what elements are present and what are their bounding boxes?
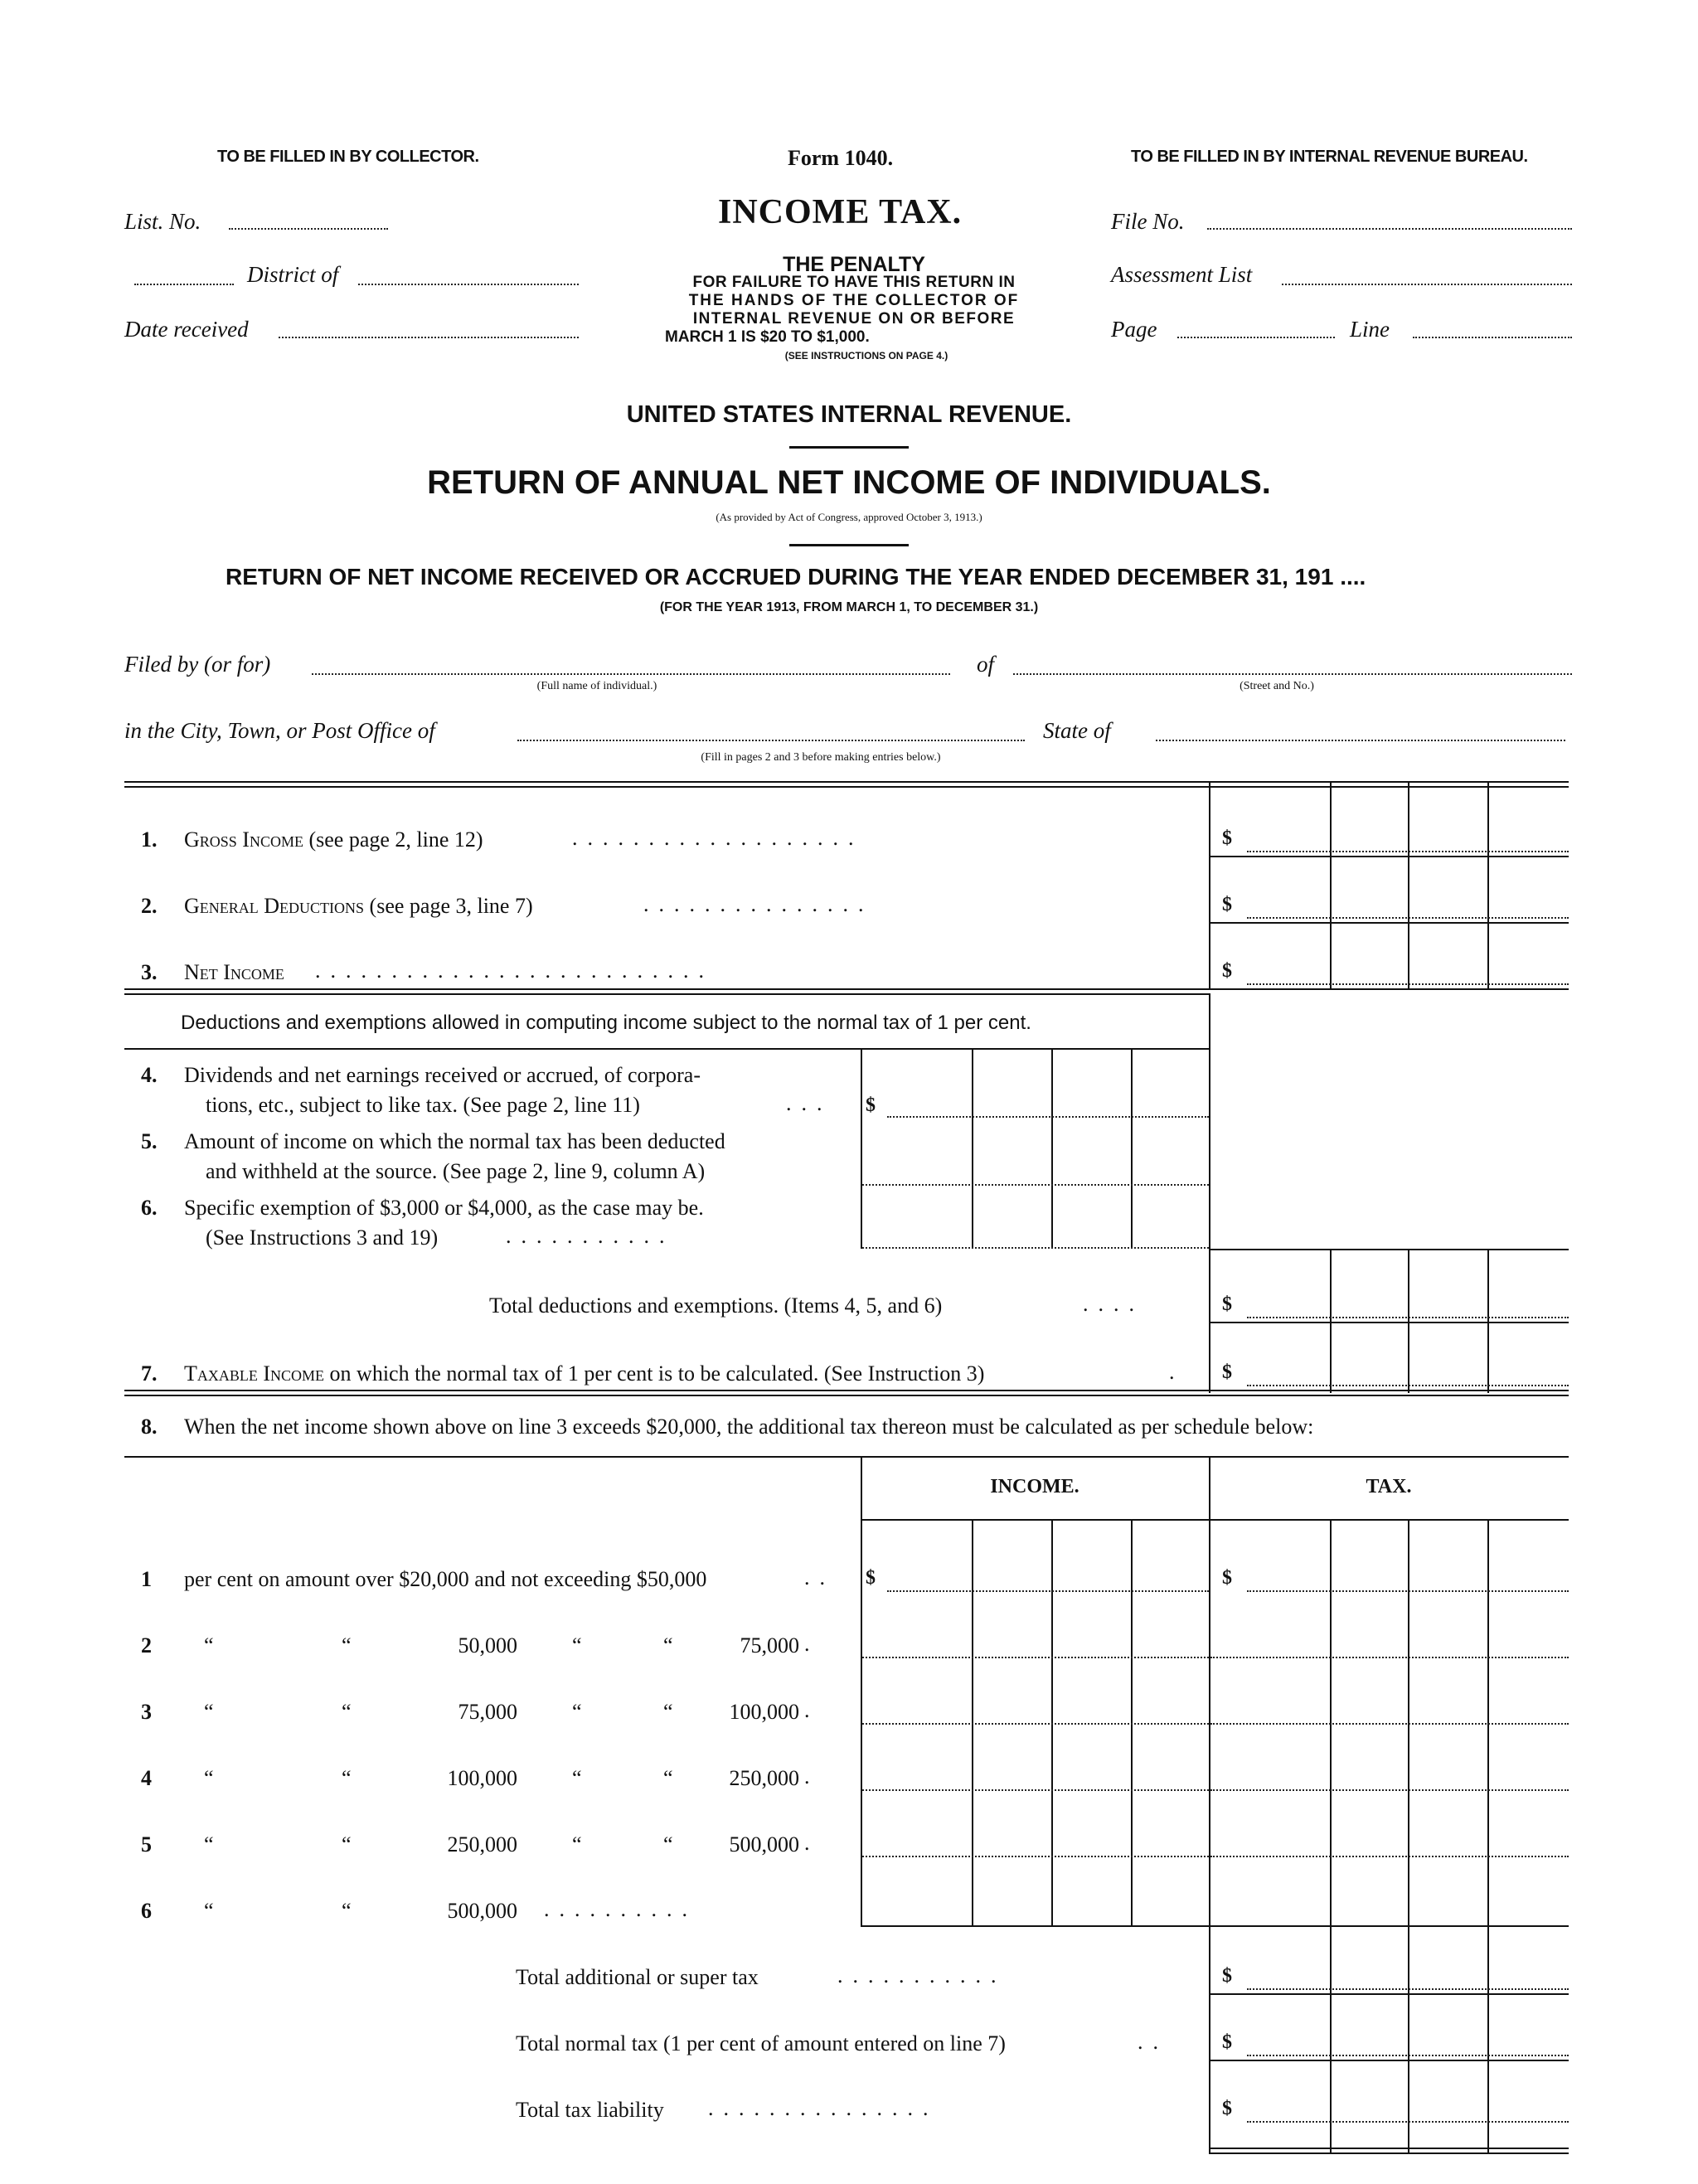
schedule-row [0,1633,1698,1667]
district-field[interactable] [358,284,579,285]
line-2-dollar: $ [1222,894,1232,915]
penalty-line-3: INTERNAL REVENUE ON OR BEFORE [692,310,1016,328]
line-5-amount[interactable] [862,1184,1209,1186]
penalty-block [647,255,1061,365]
schedule-row-1-number: 1 [141,1567,152,1591]
act-note: (As provided by Act of Congress, approved October 3, 1913.) [716,511,982,523]
ditto-mark: “ [572,1633,582,1657]
row-rule [1209,922,1569,924]
line-1-rest: (see page 2, line 12) [303,827,483,852]
total-additional-label: Total additional or super tax [516,1965,759,1989]
line-3-amount[interactable] [1247,983,1569,985]
line-5-number: 5. [141,1129,158,1153]
line-1-title: Gross Income [184,827,303,852]
grid-v [1209,1456,1210,2152]
schedule-row-1-leader: .. [804,1565,835,1589]
rule-liability-a [1209,2148,1569,2149]
grid-v [1330,1925,1332,2152]
line-5-text-a: Amount of income on which the normal tax has been deducted [184,1129,725,1153]
schedule-row-number: 4 [141,1766,152,1790]
schedule-from: 250,000 [447,1832,517,1856]
line-7-leader: . [1169,1360,1175,1384]
grid-v [1209,1048,1210,1249]
line-3-label: Net Income [184,960,284,984]
list-no-label: List. No. [124,209,201,234]
ditto-mark: “ [204,1832,214,1856]
rule-net-income-a [124,988,1569,990]
rule-top-a [124,781,1569,783]
grid-v [1209,993,1210,1048]
schedule-from: 75,000 [458,1700,517,1724]
penalty-title: THE PENALTY [783,253,925,276]
filed-by-label: Filed by (or for) [124,652,271,677]
ditto-mark: “ [204,1700,214,1724]
schedule-income[interactable] [862,1789,1209,1791]
penalty-line-2: THE HANDS OF THE COLLECTOR OF [688,292,1020,309]
schedule-tax[interactable] [1210,1657,1569,1658]
of-label: of [977,652,995,677]
date-received-label: Date received [124,317,249,342]
filed-by-field[interactable] [312,673,950,675]
schedule-row-6-number: 6 [141,1899,152,1923]
line-2-title: General Deductions [184,894,365,918]
rule-liability-b [1209,2152,1569,2154]
schedule-row-1-tax-dollar: $ [1222,1567,1232,1589]
district-prefix-field[interactable] [134,284,234,285]
line-4-leader: ... [786,1091,832,1115]
penalty-line-4: MARCH 1 IS $20 TO $1,000. [665,328,870,346]
grid-v [861,1048,862,1249]
line-field[interactable] [1413,337,1572,338]
row-rule [1209,1993,1569,1995]
total-deductions-amount[interactable] [1247,1317,1569,1318]
title-rule-1 [789,446,909,449]
ditto-mark: “ [572,1700,582,1724]
schedule-income[interactable] [862,1723,1209,1725]
grid-v [1131,1048,1133,1249]
line-6-number: 6. [141,1196,158,1220]
state-label: State of [1043,718,1111,743]
ditto-mark: “ [663,1700,673,1724]
form-number: Form 1040. [788,146,894,170]
collector-header: TO BE FILLED IN BY COLLECTOR. [217,148,479,166]
rule-line-7-b [124,1395,1569,1396]
schedule-to: 100,000 [729,1700,799,1724]
line-7-label [184,1361,984,1386]
rule-line-7-a [124,1390,1569,1391]
line-label: Line [1350,317,1390,342]
schedule-from: 50,000 [458,1633,517,1657]
schedule-row-1-income-dollar: $ [866,1567,876,1589]
assessment-list-label: Assessment List [1111,262,1253,287]
ditto-mark: “ [204,1899,214,1923]
rule-schedule-bottom [861,1925,1569,1927]
ditto-mark: “ [663,1832,673,1856]
schedule-to: 500,000 [729,1832,799,1856]
line-7-dollar: $ [1222,1361,1232,1383]
row-rule [1209,1322,1569,1323]
line-3-number: 3. [141,960,158,984]
line-4-text-b: tions, etc., subject to like tax. (See page 2, line 11) [206,1093,640,1117]
grid-v [1408,1925,1409,2152]
period-note: (FOR THE YEAR 1913, FROM MARCH 1, TO DECEMBER 31.) [659,600,1039,614]
rule-deductions [124,1048,1209,1050]
income-tax-title: INCOME TAX. [718,193,963,231]
total-deductions-dollar: $ [1222,1293,1232,1315]
income-column-header: INCOME. [990,1476,1079,1497]
rule-top-b [124,786,1569,788]
leader: . [804,1632,810,1656]
page-field[interactable] [1177,337,1335,338]
ditto-mark: “ [342,1700,352,1724]
grid-v [1209,781,1210,990]
total-normal-amount[interactable] [1247,2055,1569,2056]
line-1-label [184,827,483,852]
line-2-rest: (see page 3, line 7) [364,894,533,918]
line-6-leader: ........... [506,1224,675,1248]
total-additional-amount[interactable] [1247,1988,1569,1990]
total-liability-amount[interactable] [1247,2121,1569,2123]
schedule-row-1-income[interactable] [887,1590,1209,1592]
ditto-mark: “ [342,1832,352,1856]
line-6-text-a: Specific exemption of $3,000 or $4,000, as the case may be. [184,1196,704,1220]
grid-v [1330,1249,1332,1393]
leader: . [804,1764,810,1788]
street-note: (Street and No.) [1240,680,1314,692]
rule-schedule-header [861,1519,1569,1521]
line-2-amount[interactable] [1247,917,1569,919]
line-4-number: 4. [141,1063,158,1087]
line-7-amount[interactable] [1247,1385,1569,1386]
ditto-mark: “ [663,1633,673,1657]
line-6-amount[interactable] [862,1247,1209,1249]
schedule-tax[interactable] [1210,1856,1569,1857]
line-4-amount[interactable] [887,1116,1209,1118]
total-liability-label: Total tax liability [516,2098,664,2122]
schedule-tax[interactable] [1210,1789,1569,1791]
line-2-leader: ............... [643,892,874,916]
schedule-row [0,1700,1698,1733]
grid-v [1408,781,1409,990]
schedule-row-6-from: 500,000 [447,1899,517,1923]
line-2-label [184,894,533,919]
total-normal-label: Total normal tax (1 per cent of amount entered on line 7) [516,2031,1006,2055]
grid-v [1487,1249,1489,1393]
ditto-mark: “ [572,1766,582,1790]
fill-note: (Fill in pages 2 and 3 before making entries below.) [701,751,941,764]
file-no-label: File No. [1111,209,1185,234]
penalty-note: (SEE INSTRUCTIONS ON PAGE 4.) [784,350,948,362]
line-1-dollar: $ [1222,827,1232,849]
row-rule [1209,2060,1569,2061]
ditto-mark: “ [204,1633,214,1657]
state-field[interactable] [1156,740,1565,741]
total-deductions-leader: .... [1083,1292,1144,1316]
ditto-mark: “ [342,1899,352,1923]
city-field[interactable] [517,740,1025,741]
title-rule-2 [789,544,909,546]
schedule-to: 250,000 [729,1766,799,1790]
schedule-row-number: 2 [141,1633,152,1657]
ditto-mark: “ [663,1766,673,1790]
line-8-number: 8. [141,1415,158,1439]
rule-total-ded-top [1209,1249,1569,1250]
full-name-note: (Full name of individual.) [536,680,657,692]
grid-v [972,1048,973,1249]
line-1-number: 1. [141,827,158,852]
ditto-mark: “ [572,1832,582,1856]
line-7-number: 7. [141,1361,158,1386]
city-label: in the City, Town, or Post Office of [124,718,435,743]
grid-v [1209,1249,1210,1393]
total-liability-dollar: $ [1222,2098,1232,2119]
street-field[interactable] [1013,673,1572,675]
line-6-text-b: (See Instructions 3 and 19) [206,1225,439,1250]
bureau-header: TO BE FILLED IN BY INTERNAL REVENUE BUREAU. [1131,148,1528,166]
schedule-income[interactable] [862,1657,1209,1658]
main-title: RETURN OF ANNUAL NET INCOME OF INDIVIDUALS. [427,464,1271,501]
rule-schedule-top [124,1456,1569,1458]
district-of-label: District of [247,262,339,287]
line-3-dollar: $ [1222,960,1232,982]
agency-title: UNITED STATES INTERNAL REVENUE. [626,401,1072,428]
grid-v [1051,1048,1053,1249]
rule-net-income-b [124,993,1209,995]
total-deductions-label: Total deductions and exemptions. (Items 4, 5, and 6) [489,1293,943,1318]
grid-v [1487,1925,1489,2152]
line-3-leader: .......................... [315,959,714,983]
line-4-dollar: $ [866,1094,876,1116]
schedule-row-number: 3 [141,1700,152,1724]
grid-v [1330,781,1332,990]
ditto-mark: “ [204,1766,214,1790]
period-year-suffix[interactable]: .... [1340,564,1366,590]
total-additional-leader: ........... [837,1963,1007,1987]
ditto-mark: “ [342,1766,352,1790]
grid-v [1408,1249,1409,1393]
row-rule [1209,856,1569,857]
schedule-row [0,1832,1698,1866]
total-normal-dollar: $ [1222,2031,1232,2053]
schedule-to: 75,000 [740,1633,799,1657]
leader: . [804,1698,810,1722]
schedule-row [0,1766,1698,1799]
period-text: RETURN OF NET INCOME RECEIVED OR ACCRUED DURING THE YEAR ENDED DECEMBER 31, 191 [226,564,1334,590]
page-label: Page [1111,317,1157,342]
schedule-row-1-tax[interactable] [1247,1590,1569,1592]
grid-v [1487,781,1489,990]
list-no-field[interactable] [229,228,388,230]
schedule-row-1-text: per cent on amount over $20,000 and not exceeding $50,000 [184,1567,707,1591]
schedule-tax[interactable] [1210,1723,1569,1725]
schedule-income[interactable] [862,1856,1209,1857]
line-7-title: Taxable Income [184,1361,325,1386]
line-5-text-b: and withheld at the source. (See page 2, line 9, column A) [206,1159,706,1183]
deductions-header: Deductions and exemptions allowed in computing income subject to the normal tax of 1 per cent. [181,1012,1031,1034]
file-no-field[interactable] [1207,228,1572,230]
leader: . [804,1831,810,1855]
line-7-rest: on which the normal tax of 1 per cent is to be calculated. (See Instruction 3) [324,1361,985,1386]
total-liability-leader: ............... [708,2096,939,2120]
penalty-line-1: FOR FAILURE TO HAVE THIS RETURN IN [692,274,1016,291]
total-additional-dollar: $ [1222,1965,1232,1987]
line-1-leader: ................... [572,826,864,850]
total-normal-leader: .. [1138,2030,1168,2054]
line-4-text-a: Dividends and net earnings received or accrued, of corpora- [184,1063,701,1087]
line-2-number: 2. [141,894,158,918]
assessment-list-field[interactable] [1282,284,1572,285]
tax-column-header: TAX. [1366,1476,1412,1497]
schedule-row-6-leader: .......... [544,1897,697,1921]
period-title [226,564,1366,590]
schedule-row-number: 5 [141,1832,152,1856]
ditto-mark: “ [342,1633,352,1657]
schedule-from: 100,000 [447,1766,517,1790]
date-received-field[interactable] [279,337,579,338]
line-8-text: When the net income shown above on line 3 exceeds $20,000, the additional tax thereon must be calculated as per schedule below: [184,1415,1314,1439]
line-1-amount[interactable] [1247,851,1569,852]
